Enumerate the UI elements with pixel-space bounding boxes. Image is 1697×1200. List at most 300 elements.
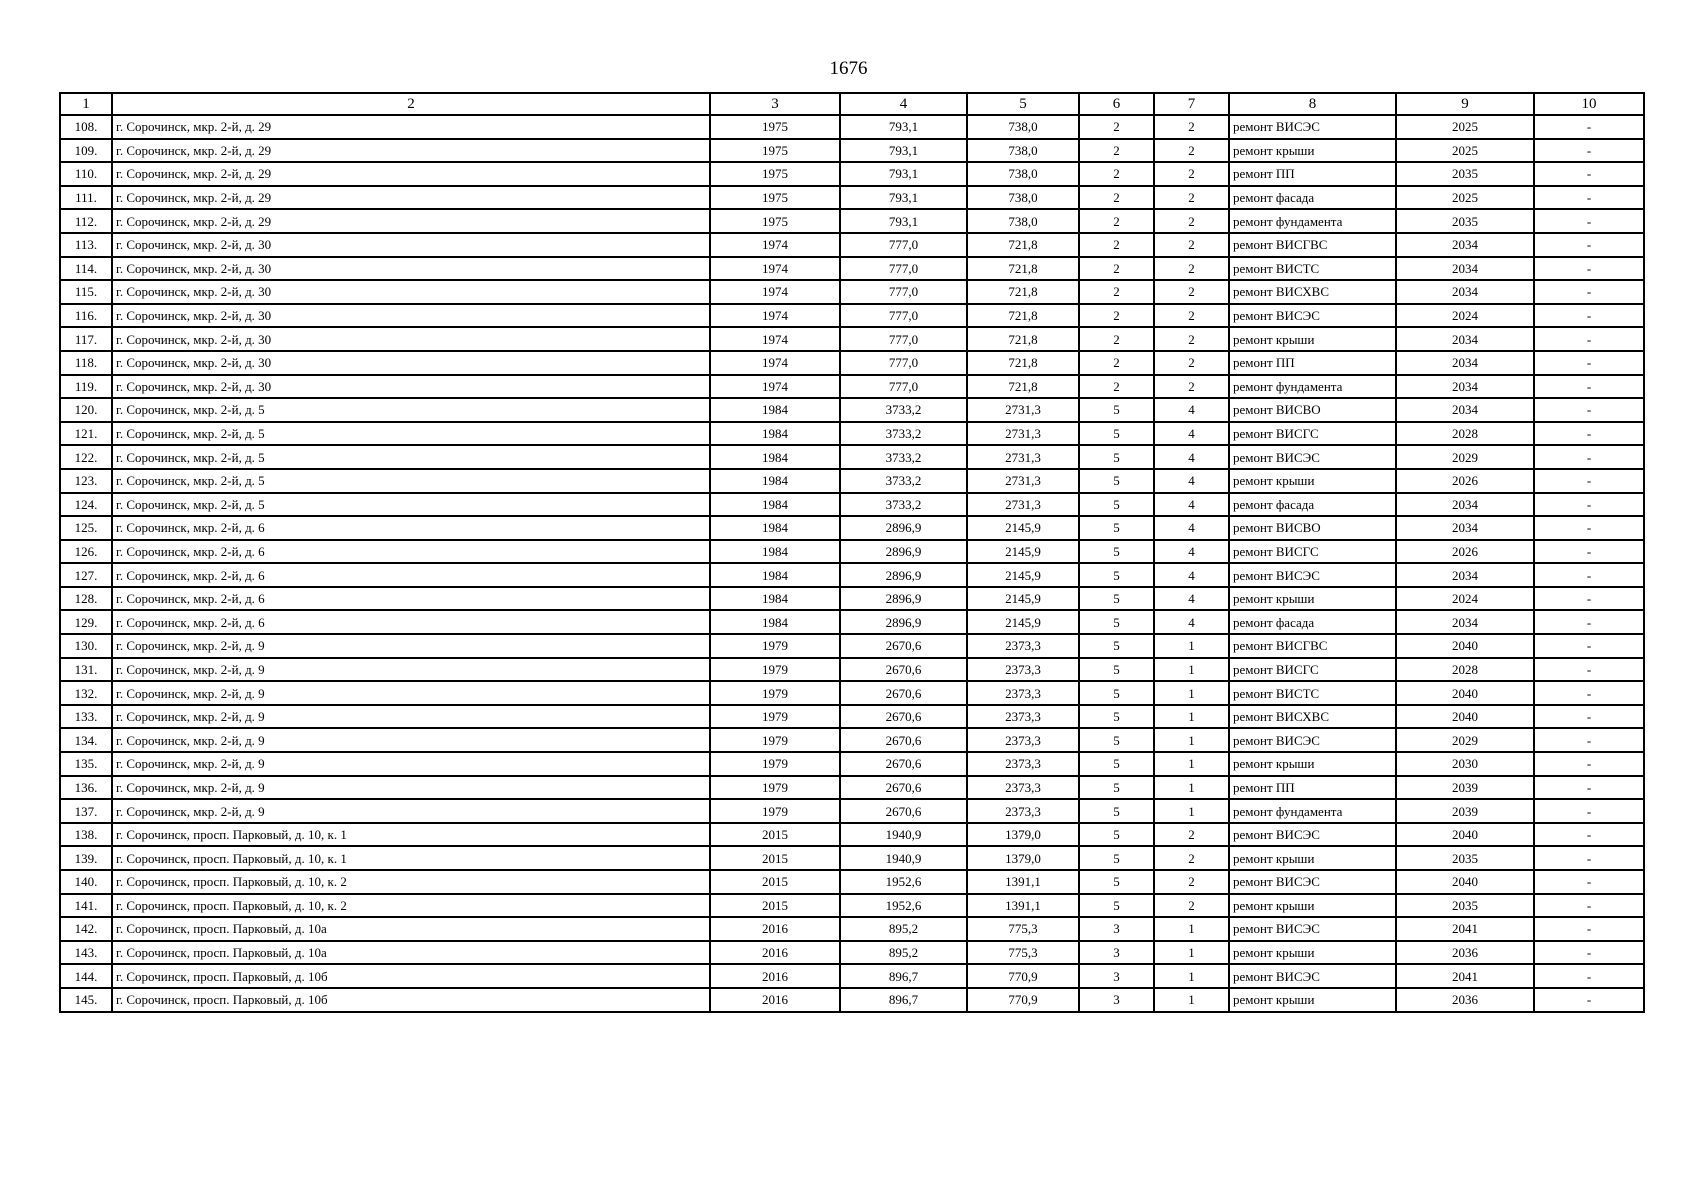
- cell-total-area: 777,0: [840, 233, 967, 257]
- cell-planned-year: 2041: [1396, 964, 1534, 988]
- cell-address: г. Сорочинск, мкр. 2-й, д. 30: [112, 280, 710, 304]
- cell-year-built: 1974: [710, 233, 840, 257]
- cell-work-type: ремонт крыши: [1229, 469, 1396, 493]
- cell-planned-year: 2034: [1396, 280, 1534, 304]
- cell-total-area: 2896,9: [840, 563, 967, 587]
- cell-floors: 5: [1079, 776, 1154, 800]
- cell-total-area: 3733,2: [840, 398, 967, 422]
- cell-living-area: 721,8: [967, 375, 1079, 399]
- table-row: [60, 351, 1644, 375]
- cell-planned-year: 2024: [1396, 587, 1534, 611]
- cell-planned-year: 2025: [1396, 139, 1534, 163]
- cell-work-type: ремонт ВИСВО: [1229, 516, 1396, 540]
- cell-year-built: 1979: [710, 752, 840, 776]
- cell-living-area: 2145,9: [967, 610, 1079, 634]
- cell-floors: 5: [1079, 658, 1154, 682]
- cell-floors: 5: [1079, 516, 1154, 540]
- cell-note: -: [1534, 634, 1644, 658]
- cell-year-built: 1984: [710, 445, 840, 469]
- cell-note: -: [1534, 917, 1644, 941]
- table-row: [60, 445, 1644, 469]
- cell-total-area: 2896,9: [840, 540, 967, 564]
- cell-planned-year: 2026: [1396, 540, 1534, 564]
- cell-planned-year: 2040: [1396, 870, 1534, 894]
- cell-row-number: 125.: [60, 516, 112, 540]
- cell-planned-year: 2028: [1396, 658, 1534, 682]
- cell-year-built: 1979: [710, 799, 840, 823]
- cell-note: -: [1534, 209, 1644, 233]
- table-row: [60, 563, 1644, 587]
- cell-entrances: 1: [1154, 799, 1229, 823]
- column-header-3: 3: [710, 93, 840, 115]
- cell-planned-year: 2034: [1396, 610, 1534, 634]
- cell-work-type: ремонт фундамента: [1229, 375, 1396, 399]
- cell-address: г. Сорочинск, мкр. 2-й, д. 30: [112, 257, 710, 281]
- cell-note: -: [1534, 516, 1644, 540]
- cell-planned-year: 2039: [1396, 776, 1534, 800]
- cell-entrances: 2: [1154, 894, 1229, 918]
- table-row: [60, 658, 1644, 682]
- cell-floors: 5: [1079, 894, 1154, 918]
- cell-work-type: ремонт крыши: [1229, 139, 1396, 163]
- cell-note: -: [1534, 280, 1644, 304]
- cell-note: -: [1534, 162, 1644, 186]
- cell-address: г. Сорочинск, просп. Парковый, д. 10б: [112, 964, 710, 988]
- cell-address: г. Сорочинск, просп. Парковый, д. 10а: [112, 941, 710, 965]
- cell-address: г. Сорочинск, мкр. 2-й, д. 5: [112, 445, 710, 469]
- cell-year-built: 1974: [710, 304, 840, 328]
- cell-row-number: 124.: [60, 493, 112, 517]
- cell-work-type: ремонт ВИСЭС: [1229, 917, 1396, 941]
- cell-floors: 5: [1079, 846, 1154, 870]
- cell-row-number: 137.: [60, 799, 112, 823]
- cell-entrances: 1: [1154, 705, 1229, 729]
- cell-year-built: 1975: [710, 115, 840, 139]
- cell-total-area: 1952,6: [840, 870, 967, 894]
- cell-note: -: [1534, 776, 1644, 800]
- cell-floors: 2: [1079, 257, 1154, 281]
- cell-living-area: 2145,9: [967, 540, 1079, 564]
- column-header-5: 5: [967, 93, 1079, 115]
- table-row: [60, 681, 1644, 705]
- cell-planned-year: 2030: [1396, 752, 1534, 776]
- cell-floors: 3: [1079, 941, 1154, 965]
- cell-note: -: [1534, 988, 1644, 1012]
- cell-address: г. Сорочинск, мкр. 2-й, д. 5: [112, 422, 710, 446]
- cell-note: -: [1534, 115, 1644, 139]
- cell-total-area: 2670,6: [840, 681, 967, 705]
- cell-floors: 5: [1079, 422, 1154, 446]
- cell-living-area: 2145,9: [967, 587, 1079, 611]
- cell-year-built: 1984: [710, 540, 840, 564]
- cell-work-type: ремонт ВИСГВС: [1229, 634, 1396, 658]
- cell-living-area: 721,8: [967, 233, 1079, 257]
- table-row: [60, 705, 1644, 729]
- cell-entrances: 2: [1154, 233, 1229, 257]
- cell-year-built: 1984: [710, 493, 840, 517]
- column-header-7: 7: [1154, 93, 1229, 115]
- cell-entrances: 2: [1154, 375, 1229, 399]
- cell-address: г. Сорочинск, мкр. 2-й, д. 9: [112, 752, 710, 776]
- cell-total-area: 777,0: [840, 257, 967, 281]
- cell-row-number: 109.: [60, 139, 112, 163]
- cell-floors: 2: [1079, 115, 1154, 139]
- cell-entrances: 2: [1154, 304, 1229, 328]
- cell-address: г. Сорочинск, мкр. 2-й, д. 5: [112, 493, 710, 517]
- cell-row-number: 135.: [60, 752, 112, 776]
- cell-row-number: 122.: [60, 445, 112, 469]
- cell-row-number: 134.: [60, 728, 112, 752]
- cell-note: -: [1534, 752, 1644, 776]
- cell-floors: 3: [1079, 917, 1154, 941]
- table-row: [60, 422, 1644, 446]
- cell-total-area: 2670,6: [840, 658, 967, 682]
- cell-work-type: ремонт ПП: [1229, 351, 1396, 375]
- cell-address: г. Сорочинск, мкр. 2-й, д. 9: [112, 705, 710, 729]
- cell-work-type: ремонт ВИСГС: [1229, 540, 1396, 564]
- table-row: [60, 941, 1644, 965]
- cell-entrances: 2: [1154, 257, 1229, 281]
- cell-entrances: 1: [1154, 728, 1229, 752]
- cell-planned-year: 2034: [1396, 493, 1534, 517]
- cell-living-area: 2373,3: [967, 634, 1079, 658]
- cell-address: г. Сорочинск, мкр. 2-й, д. 29: [112, 115, 710, 139]
- cell-total-area: 3733,2: [840, 469, 967, 493]
- cell-year-built: 1979: [710, 681, 840, 705]
- cell-entrances: 4: [1154, 610, 1229, 634]
- cell-year-built: 1984: [710, 610, 840, 634]
- table-row: [60, 516, 1644, 540]
- cell-address: г. Сорочинск, мкр. 2-й, д. 5: [112, 469, 710, 493]
- cell-year-built: 1984: [710, 422, 840, 446]
- cell-row-number: 113.: [60, 233, 112, 257]
- cell-year-built: 2016: [710, 988, 840, 1012]
- cell-work-type: ремонт крыши: [1229, 752, 1396, 776]
- cell-entrances: 2: [1154, 139, 1229, 163]
- cell-total-area: 1940,9: [840, 846, 967, 870]
- cell-total-area: 2896,9: [840, 587, 967, 611]
- cell-row-number: 140.: [60, 870, 112, 894]
- cell-note: -: [1534, 705, 1644, 729]
- table-row: [60, 587, 1644, 611]
- cell-living-area: 2731,3: [967, 398, 1079, 422]
- cell-planned-year: 2029: [1396, 728, 1534, 752]
- cell-work-type: ремонт ВИСЭС: [1229, 728, 1396, 752]
- cell-floors: 2: [1079, 351, 1154, 375]
- cell-total-area: 777,0: [840, 375, 967, 399]
- cell-address: г. Сорочинск, мкр. 2-й, д. 9: [112, 634, 710, 658]
- cell-address: г. Сорочинск, мкр. 2-й, д. 29: [112, 186, 710, 210]
- cell-address: г. Сорочинск, мкр. 2-й, д. 30: [112, 304, 710, 328]
- cell-entrances: 4: [1154, 516, 1229, 540]
- cell-living-area: 721,8: [967, 280, 1079, 304]
- cell-year-built: 1974: [710, 257, 840, 281]
- cell-year-built: 1984: [710, 469, 840, 493]
- cell-planned-year: 2040: [1396, 681, 1534, 705]
- cell-year-built: 1974: [710, 375, 840, 399]
- cell-note: -: [1534, 658, 1644, 682]
- cell-year-built: 2015: [710, 870, 840, 894]
- cell-note: -: [1534, 870, 1644, 894]
- cell-row-number: 119.: [60, 375, 112, 399]
- cell-living-area: 770,9: [967, 964, 1079, 988]
- cell-year-built: 1979: [710, 705, 840, 729]
- cell-work-type: ремонт фундамента: [1229, 209, 1396, 233]
- cell-living-area: 2373,3: [967, 752, 1079, 776]
- table-row: [60, 610, 1644, 634]
- table-row: [60, 776, 1644, 800]
- cell-floors: 5: [1079, 870, 1154, 894]
- cell-work-type: ремонт ВИСЭС: [1229, 563, 1396, 587]
- cell-address: г. Сорочинск, просп. Парковый, д. 10б: [112, 988, 710, 1012]
- cell-planned-year: 2041: [1396, 917, 1534, 941]
- cell-total-area: 777,0: [840, 351, 967, 375]
- cell-living-area: 2373,3: [967, 705, 1079, 729]
- cell-work-type: ремонт ВИСЭС: [1229, 964, 1396, 988]
- cell-row-number: 127.: [60, 563, 112, 587]
- cell-work-type: ремонт фасада: [1229, 493, 1396, 517]
- cell-year-built: 2015: [710, 846, 840, 870]
- cell-address: г. Сорочинск, мкр. 2-й, д. 30: [112, 375, 710, 399]
- cell-work-type: ремонт крыши: [1229, 941, 1396, 965]
- cell-note: -: [1534, 469, 1644, 493]
- table-row: [60, 139, 1644, 163]
- cell-entrances: 2: [1154, 327, 1229, 351]
- cell-note: -: [1534, 846, 1644, 870]
- cell-floors: 2: [1079, 209, 1154, 233]
- cell-living-area: 775,3: [967, 941, 1079, 965]
- table-row: [60, 988, 1644, 1012]
- column-header-8: 8: [1229, 93, 1396, 115]
- cell-work-type: ремонт ВИСТС: [1229, 257, 1396, 281]
- cell-total-area: 2670,6: [840, 728, 967, 752]
- cell-floors: 5: [1079, 752, 1154, 776]
- cell-entrances: 4: [1154, 469, 1229, 493]
- cell-address: г. Сорочинск, мкр. 2-й, д. 30: [112, 327, 710, 351]
- cell-work-type: ремонт ВИСТС: [1229, 681, 1396, 705]
- cell-address: г. Сорочинск, просп. Парковый, д. 10, к. 2: [112, 870, 710, 894]
- cell-year-built: 2016: [710, 941, 840, 965]
- cell-planned-year: 2034: [1396, 398, 1534, 422]
- cell-entrances: 4: [1154, 398, 1229, 422]
- cell-work-type: ремонт ВИСХВС: [1229, 705, 1396, 729]
- cell-total-area: 2896,9: [840, 516, 967, 540]
- cell-year-built: 1974: [710, 327, 840, 351]
- cell-entrances: 1: [1154, 964, 1229, 988]
- table-row: [60, 799, 1644, 823]
- cell-living-area: 775,3: [967, 917, 1079, 941]
- cell-address: г. Сорочинск, мкр. 2-й, д. 5: [112, 398, 710, 422]
- cell-year-built: 1984: [710, 516, 840, 540]
- cell-row-number: 120.: [60, 398, 112, 422]
- cell-row-number: 141.: [60, 894, 112, 918]
- table-row: [60, 233, 1644, 257]
- table-row: [60, 846, 1644, 870]
- cell-year-built: 1984: [710, 587, 840, 611]
- cell-address: г. Сорочинск, мкр. 2-й, д. 29: [112, 139, 710, 163]
- cell-row-number: 121.: [60, 422, 112, 446]
- cell-living-area: 738,0: [967, 139, 1079, 163]
- table-row: [60, 186, 1644, 210]
- cell-entrances: 2: [1154, 186, 1229, 210]
- cell-total-area: 1940,9: [840, 823, 967, 847]
- cell-total-area: 2670,6: [840, 752, 967, 776]
- cell-floors: 5: [1079, 823, 1154, 847]
- cell-living-area: 738,0: [967, 162, 1079, 186]
- cell-work-type: ремонт ПП: [1229, 776, 1396, 800]
- cell-planned-year: 2025: [1396, 186, 1534, 210]
- cell-work-type: ремонт ВИСГС: [1229, 422, 1396, 446]
- cell-entrances: 4: [1154, 563, 1229, 587]
- cell-floors: 5: [1079, 634, 1154, 658]
- table-row: [60, 327, 1644, 351]
- cell-total-area: 896,7: [840, 988, 967, 1012]
- cell-address: г. Сорочинск, мкр. 2-й, д. 29: [112, 162, 710, 186]
- cell-planned-year: 2035: [1396, 162, 1534, 186]
- cell-total-area: 2670,6: [840, 776, 967, 800]
- cell-work-type: ремонт крыши: [1229, 327, 1396, 351]
- table-row: [60, 917, 1644, 941]
- cell-total-area: 2670,6: [840, 705, 967, 729]
- cell-year-built: 1979: [710, 776, 840, 800]
- cell-floors: 5: [1079, 799, 1154, 823]
- cell-note: -: [1534, 186, 1644, 210]
- cell-entrances: 2: [1154, 870, 1229, 894]
- cell-total-area: 3733,2: [840, 422, 967, 446]
- cell-living-area: 721,8: [967, 327, 1079, 351]
- cell-address: г. Сорочинск, мкр. 2-й, д. 30: [112, 351, 710, 375]
- repair-schedule-table: [59, 92, 1645, 1013]
- cell-note: -: [1534, 422, 1644, 446]
- cell-row-number: 126.: [60, 540, 112, 564]
- cell-address: г. Сорочинск, мкр. 2-й, д. 9: [112, 776, 710, 800]
- cell-year-built: 2015: [710, 894, 840, 918]
- cell-work-type: ремонт крыши: [1229, 988, 1396, 1012]
- cell-planned-year: 2029: [1396, 445, 1534, 469]
- cell-living-area: 721,8: [967, 304, 1079, 328]
- cell-note: -: [1534, 964, 1644, 988]
- cell-floors: 5: [1079, 493, 1154, 517]
- cell-floors: 5: [1079, 563, 1154, 587]
- cell-planned-year: 2040: [1396, 705, 1534, 729]
- cell-address: г. Сорочинск, мкр. 2-й, д. 6: [112, 563, 710, 587]
- cell-floors: 2: [1079, 327, 1154, 351]
- cell-living-area: 2373,3: [967, 799, 1079, 823]
- cell-total-area: 793,1: [840, 115, 967, 139]
- cell-entrances: 1: [1154, 752, 1229, 776]
- cell-address: г. Сорочинск, мкр. 2-й, д. 6: [112, 610, 710, 634]
- cell-note: -: [1534, 823, 1644, 847]
- table-row: [60, 304, 1644, 328]
- cell-address: г. Сорочинск, мкр. 2-й, д. 9: [112, 681, 710, 705]
- cell-living-area: 2145,9: [967, 563, 1079, 587]
- cell-living-area: 2373,3: [967, 658, 1079, 682]
- cell-year-built: 2015: [710, 823, 840, 847]
- cell-row-number: 139.: [60, 846, 112, 870]
- cell-note: -: [1534, 304, 1644, 328]
- cell-planned-year: 2034: [1396, 351, 1534, 375]
- cell-note: -: [1534, 139, 1644, 163]
- cell-entrances: 4: [1154, 493, 1229, 517]
- cell-entrances: 2: [1154, 115, 1229, 139]
- cell-year-built: 1975: [710, 139, 840, 163]
- cell-planned-year: 2040: [1396, 823, 1534, 847]
- header-row: [60, 93, 1644, 115]
- cell-living-area: 2731,3: [967, 445, 1079, 469]
- cell-floors: 2: [1079, 162, 1154, 186]
- table-row: [60, 280, 1644, 304]
- cell-work-type: ремонт фундамента: [1229, 799, 1396, 823]
- cell-note: -: [1534, 728, 1644, 752]
- cell-year-built: 1975: [710, 162, 840, 186]
- cell-living-area: 1379,0: [967, 846, 1079, 870]
- cell-living-area: 2731,3: [967, 422, 1079, 446]
- cell-row-number: 133.: [60, 705, 112, 729]
- cell-row-number: 110.: [60, 162, 112, 186]
- cell-floors: 3: [1079, 964, 1154, 988]
- cell-floors: 5: [1079, 587, 1154, 611]
- cell-address: г. Сорочинск, мкр. 2-й, д. 9: [112, 728, 710, 752]
- cell-address: г. Сорочинск, мкр. 2-й, д. 29: [112, 209, 710, 233]
- page-number: 1676: [829, 58, 868, 79]
- cell-row-number: 128.: [60, 587, 112, 611]
- cell-floors: 2: [1079, 233, 1154, 257]
- cell-entrances: 4: [1154, 587, 1229, 611]
- cell-living-area: 721,8: [967, 351, 1079, 375]
- cell-entrances: 4: [1154, 445, 1229, 469]
- cell-planned-year: 2034: [1396, 257, 1534, 281]
- cell-floors: 5: [1079, 469, 1154, 493]
- cell-year-built: 1979: [710, 728, 840, 752]
- cell-row-number: 117.: [60, 327, 112, 351]
- cell-total-area: 793,1: [840, 139, 967, 163]
- cell-planned-year: 2034: [1396, 375, 1534, 399]
- cell-note: -: [1534, 894, 1644, 918]
- cell-planned-year: 2024: [1396, 304, 1534, 328]
- cell-floors: 2: [1079, 304, 1154, 328]
- cell-work-type: ремонт крыши: [1229, 846, 1396, 870]
- cell-planned-year: 2040: [1396, 634, 1534, 658]
- cell-note: -: [1534, 445, 1644, 469]
- column-header-1: 1: [60, 93, 112, 115]
- cell-note: -: [1534, 540, 1644, 564]
- cell-address: г. Сорочинск, мкр. 2-й, д. 9: [112, 658, 710, 682]
- cell-work-type: ремонт ПП: [1229, 162, 1396, 186]
- cell-row-number: 145.: [60, 988, 112, 1012]
- cell-floors: 5: [1079, 610, 1154, 634]
- cell-total-area: 2896,9: [840, 610, 967, 634]
- cell-row-number: 116.: [60, 304, 112, 328]
- column-header-10: 10: [1534, 93, 1644, 115]
- cell-total-area: 777,0: [840, 304, 967, 328]
- cell-living-area: 2145,9: [967, 516, 1079, 540]
- cell-year-built: 1974: [710, 280, 840, 304]
- cell-planned-year: 2025: [1396, 115, 1534, 139]
- column-header-9: 9: [1396, 93, 1534, 115]
- cell-entrances: 1: [1154, 917, 1229, 941]
- cell-planned-year: 2036: [1396, 941, 1534, 965]
- cell-floors: 5: [1079, 705, 1154, 729]
- cell-entrances: 1: [1154, 681, 1229, 705]
- cell-entrances: 4: [1154, 540, 1229, 564]
- cell-year-built: 1975: [710, 209, 840, 233]
- table-row: [60, 634, 1644, 658]
- cell-address: г. Сорочинск, мкр. 2-й, д. 30: [112, 233, 710, 257]
- cell-work-type: ремонт ВИСЭС: [1229, 304, 1396, 328]
- cell-floors: 2: [1079, 186, 1154, 210]
- cell-floors: 5: [1079, 398, 1154, 422]
- cell-floors: 2: [1079, 375, 1154, 399]
